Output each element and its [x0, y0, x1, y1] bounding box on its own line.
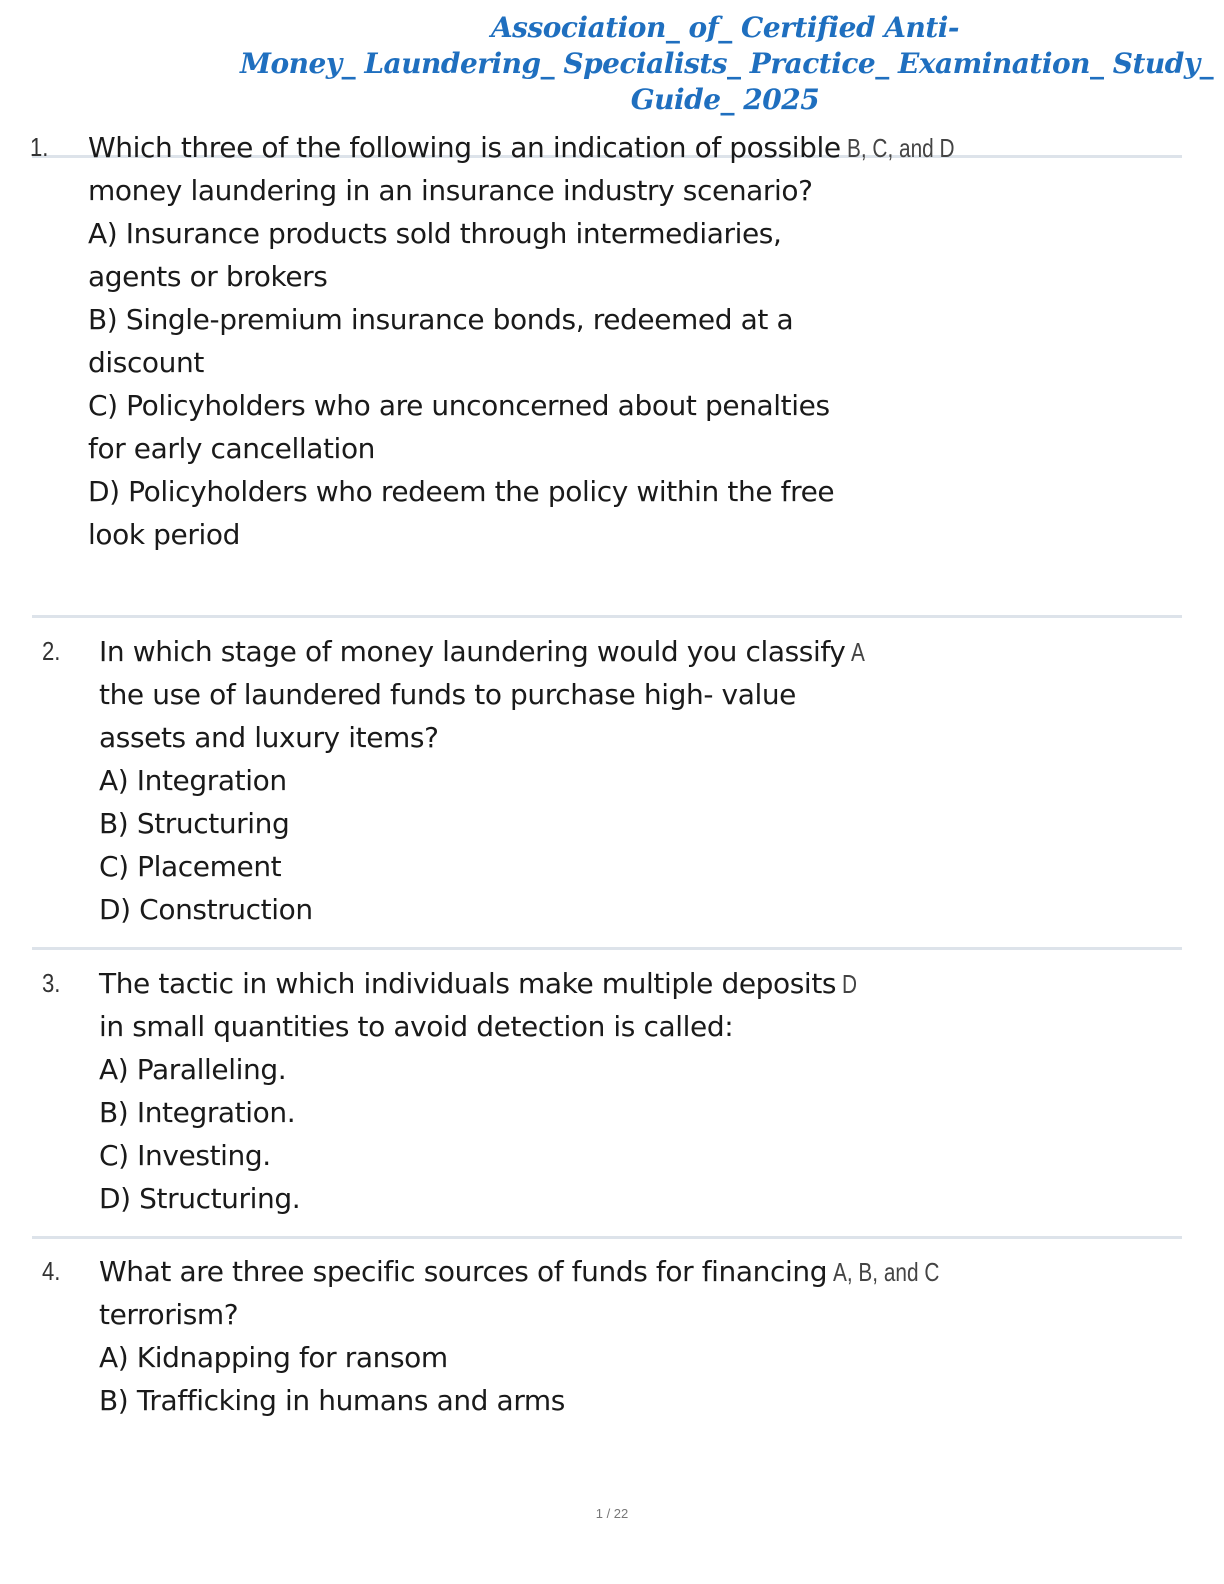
answer-key: D: [842, 969, 858, 999]
question-line: money laundering in an insurance industry scenario?: [88, 174, 813, 207]
option-line: A) Integration: [99, 764, 287, 797]
question-number: 1.: [30, 132, 49, 162]
option-line: discount: [88, 346, 204, 379]
question-number: 2.: [42, 636, 61, 666]
question-line: Which three of the following is an indication of possible: [88, 131, 841, 164]
question-line: in small quantities to avoid detection is called:: [99, 1010, 734, 1043]
question-line: assets and luxury items?: [99, 721, 439, 754]
option-line: B) Integration.: [99, 1096, 296, 1129]
option-line: D) Policyholders who redeem the policy within the free: [88, 475, 835, 508]
divider: [32, 615, 1182, 618]
option-line: A) Kidnapping for ransom: [99, 1341, 448, 1374]
question-text: [99, 962, 861, 1220]
divider: [32, 1236, 1182, 1239]
option-line: A) Insurance products sold through intermediaries,: [88, 217, 782, 250]
option-line: B) Trafficking in humans and arms: [99, 1384, 565, 1417]
option-line: B) Single-premium insurance bonds, redeemed at a: [88, 303, 794, 336]
question-line: What are three specific sources of funds for financing: [99, 1255, 828, 1288]
question-line: In which stage of money laundering would you classify: [99, 635, 846, 668]
divider: [32, 947, 1182, 950]
question-text: [99, 1250, 966, 1422]
title-line-2: Money_ Laundering_ Specialists_ Practice_ Examination_ Study_: [240, 47, 1214, 80]
question-number: 3.: [42, 968, 61, 998]
option-line: agents or brokers: [88, 260, 328, 293]
question-number: 4.: [42, 1256, 61, 1286]
document-title: [240, 10, 1214, 118]
question-text: [88, 126, 981, 556]
option-line: A) Paralleling.: [99, 1053, 287, 1086]
question-line: The tactic in which individuals make multiple deposits: [99, 967, 837, 1000]
question-line: the use of laundered funds to purchase high- value: [99, 678, 797, 711]
option-line: C) Placement: [99, 850, 282, 883]
option-line: D) Construction: [99, 893, 313, 926]
title-line-1: Association_ of_ Certified Anti-: [490, 11, 960, 44]
question-text: [99, 630, 869, 931]
option-line: C) Investing.: [99, 1139, 271, 1172]
option-line: D) Structuring.: [99, 1182, 301, 1215]
answer-key: B, C, and D: [846, 133, 955, 163]
page-number: 1 / 22: [595, 1506, 629, 1521]
option-line: for early cancellation: [88, 432, 376, 465]
title-line-3: Guide_ 2025: [630, 83, 820, 116]
answer-key: A: [851, 637, 866, 667]
answer-key: A, B, and C: [833, 1257, 940, 1287]
option-line: B) Structuring: [99, 807, 290, 840]
option-line: look period: [88, 518, 240, 551]
option-line: C) Policyholders who are unconcerned about penalties: [88, 389, 830, 422]
question-line: terrorism?: [99, 1298, 239, 1331]
